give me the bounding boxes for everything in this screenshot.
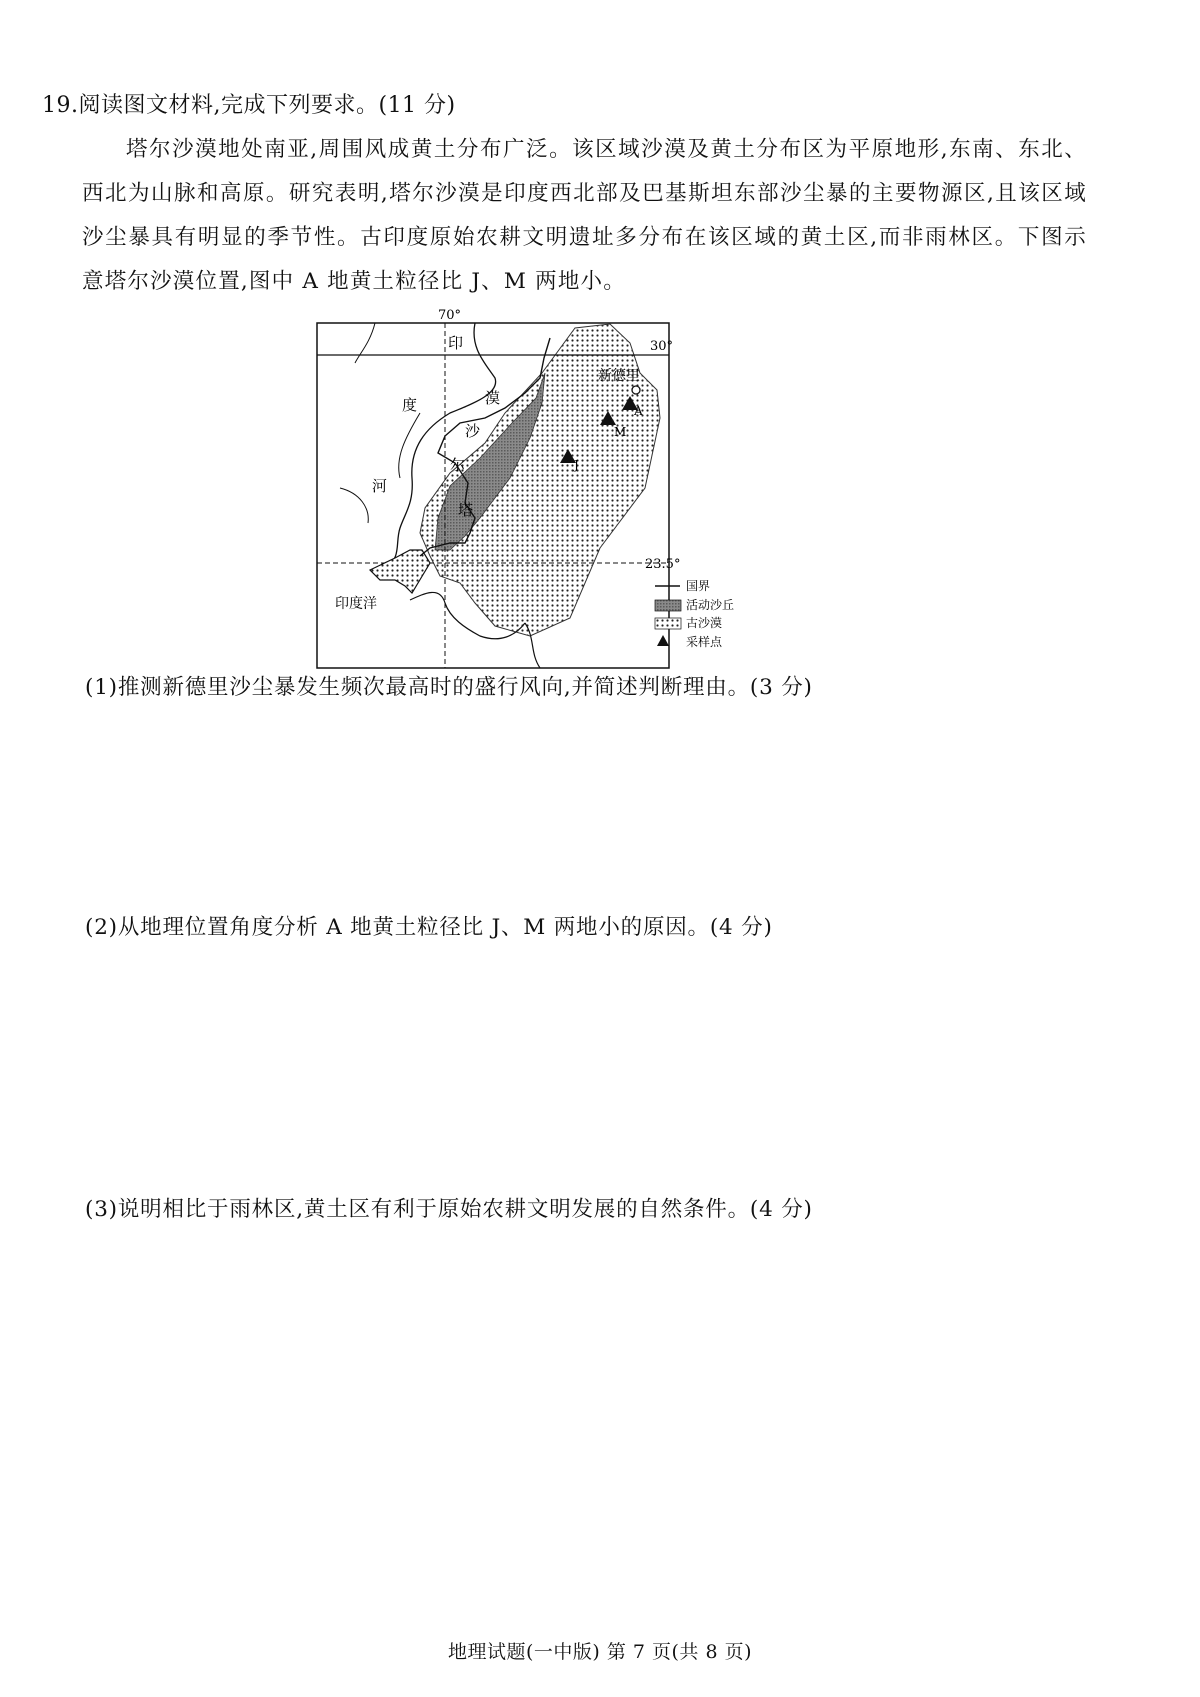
- river-char-1: 印: [448, 334, 464, 352]
- desert-char-3: 沙: [465, 422, 481, 440]
- question-paragraph: 塔尔沙漠地处南亚,周围风成黄土分布广泛。该区域沙漠及黄土分布区为平原地形,东南、东北、西北为山脉和高原。研究表明,塔尔沙漠是印度西北部及巴基斯坦东部沙尘暴的主要物源区,且该区域沙尘暴具有明显的季节性。古印度原始农耕文明遗址多分布在该区域的黄土区,而非雨林区。下图示意塔尔沙漠位置,图中 A 地黄土粒径比 J、M 两地小。: [82, 137, 1087, 294]
- sample-point-m-label: M: [614, 425, 627, 439]
- river-char-3: 河: [372, 477, 388, 495]
- latitude-23-label: 23.5°: [645, 557, 681, 572]
- sample-point-a-label: A: [634, 404, 643, 418]
- ocean-label: 印度洋: [335, 596, 377, 612]
- new-delhi-label: 新德里: [598, 368, 640, 384]
- question-title: 19.阅读图文材料,完成下列要求。(11 分): [42, 93, 456, 118]
- desert-char-1: 塔: [458, 501, 474, 519]
- legend-active-dunes-label: 活动沙丘: [686, 598, 735, 612]
- legend-ancient-desert-label: 古沙漠: [686, 616, 723, 630]
- legend-border-label: 国界: [686, 579, 711, 593]
- latitude-30-label: 30°: [650, 339, 674, 354]
- longitude-label: 70°: [438, 308, 462, 323]
- page-footer: 地理试题(一中版) 第 7 页(共 8 页): [447, 1641, 753, 1663]
- subquestion-2: (2)从地理位置角度分析 A 地黄土粒径比 J、M 两地小的原因。(4 分): [85, 915, 773, 940]
- desert-char-4: 漠: [485, 389, 501, 407]
- map-svg: [300, 308, 790, 713]
- legend-active-dunes-swatch: [655, 600, 681, 611]
- subquestion-1: (1)推测新德里沙尘暴发生频次最高时的盛行风向,并简述判断理由。(3 分): [85, 675, 813, 700]
- sample-point-j-label: J: [574, 458, 579, 472]
- river-char-2: 度: [402, 396, 418, 414]
- new-delhi-marker: [632, 386, 640, 394]
- thar-desert-map: [300, 308, 790, 713]
- legend-sample-point-label: 采样点: [686, 635, 723, 649]
- subquestion-3: (3)说明相比于雨林区,黄土区有利于原始农耕文明发展的自然条件。(4 分): [85, 1197, 813, 1222]
- legend-ancient-desert-swatch: [655, 618, 681, 629]
- desert-char-2: 尔: [450, 456, 466, 474]
